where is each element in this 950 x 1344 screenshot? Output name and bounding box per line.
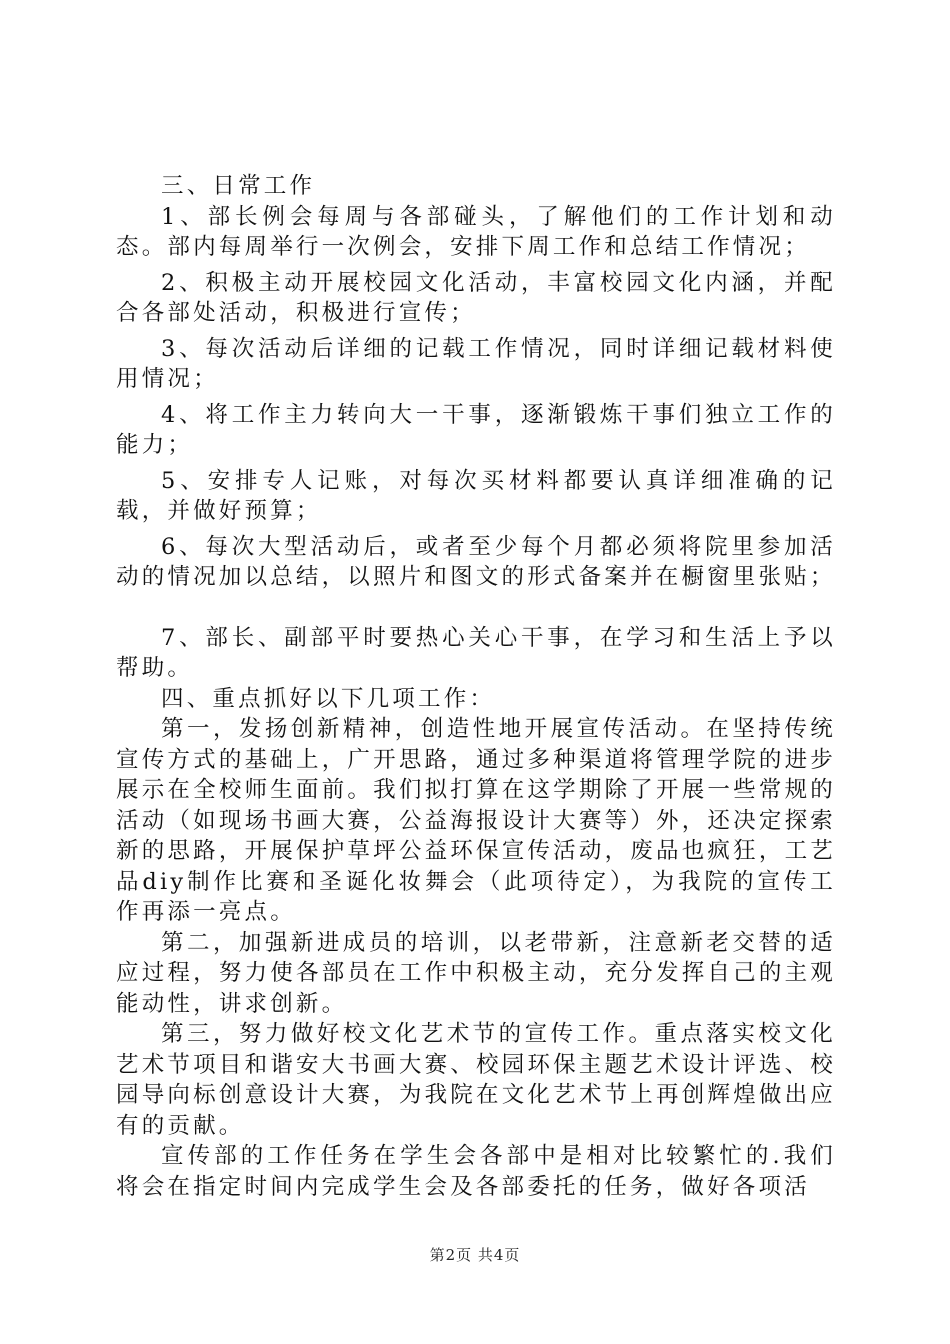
paragraph-first: 第一，发扬创新精神，创造性地开展宣传活动。在坚持传统宣传方式的基础上，广开思路，通过多种渠道将管理学院的进步展示在全校师生面前。我们拟打算在这学期除了开展一些常规的活动（如现场书画大赛，公益海报设计大赛等）外，还决定探索新的思路，开展保护草坪公益环保宣传活动，废品也疯狂，工艺品diy制作比赛和圣诞化妆舞会（此项待定），为我院的宣传工作再添一亮点。 (116, 716, 836, 925)
page-number: 第2页 共4页 (429, 1246, 521, 1264)
paragraph-item-1: 1、部长例会每周与各部碰头，了解他们的工作计划和动态。部内每周举行一次例会，安排下周工作和总结工作情况； (116, 203, 836, 260)
paragraph-item-7: 7、部长、副部平时要热心关心干事，在学习和生活上予以帮助。 (116, 624, 836, 681)
paragraph-item-3: 3、每次活动后详细的记载工作情况，同时详细记载材料使用情况； (116, 335, 836, 392)
section-heading-key-work: 四、重点抓好以下几项工作： (161, 685, 496, 712)
paragraph-item-4: 4、将工作主力转向大一干事，逐渐锻炼干事们独立工作的能力； (116, 401, 836, 458)
section-heading-daily-work: 三、日常工作 (161, 173, 316, 199)
paragraph-item-6: 6、每次大型活动后，或者至少每个月都必须将院里参加活动的情况加以总结，以照片和图文的形式备案并在橱窗里张贴； (116, 533, 836, 590)
paragraph-item-2: 2、积极主动开展校园文化活动，丰富校园文化内涵，并配合各部处活动，积极进行宣传； (116, 269, 836, 326)
document-body (116, 171, 836, 1202)
page-footer (0, 1244, 950, 1265)
paragraph-second: 第二，加强新进成员的培训，以老带新，注意新老交替的适应过程，努力使各部员在工作中积极主动，充分发挥自己的主观能动性，讲求创新。 (116, 929, 836, 1017)
paragraph-item-5: 5、安排专人记账，对每次买材料都要认真详细准确的记载，并做好预算； (116, 467, 836, 524)
paragraph-third: 第三，努力做好校文化艺术节的宣传工作。重点落实校文化艺术节项目和谐安大书画大赛、校园环保主题艺术设计评选、校园导向标创意设计大赛，为我院在文化艺术节上再创辉煌做出应有的贡献。 (116, 1021, 836, 1139)
paragraph-summary: 宣传部的工作任务在学生会各部中是相对比较繁忙的.我们将会在指定时间内完成学生会及各部委托的任务，做好各项活 (116, 1143, 836, 1200)
